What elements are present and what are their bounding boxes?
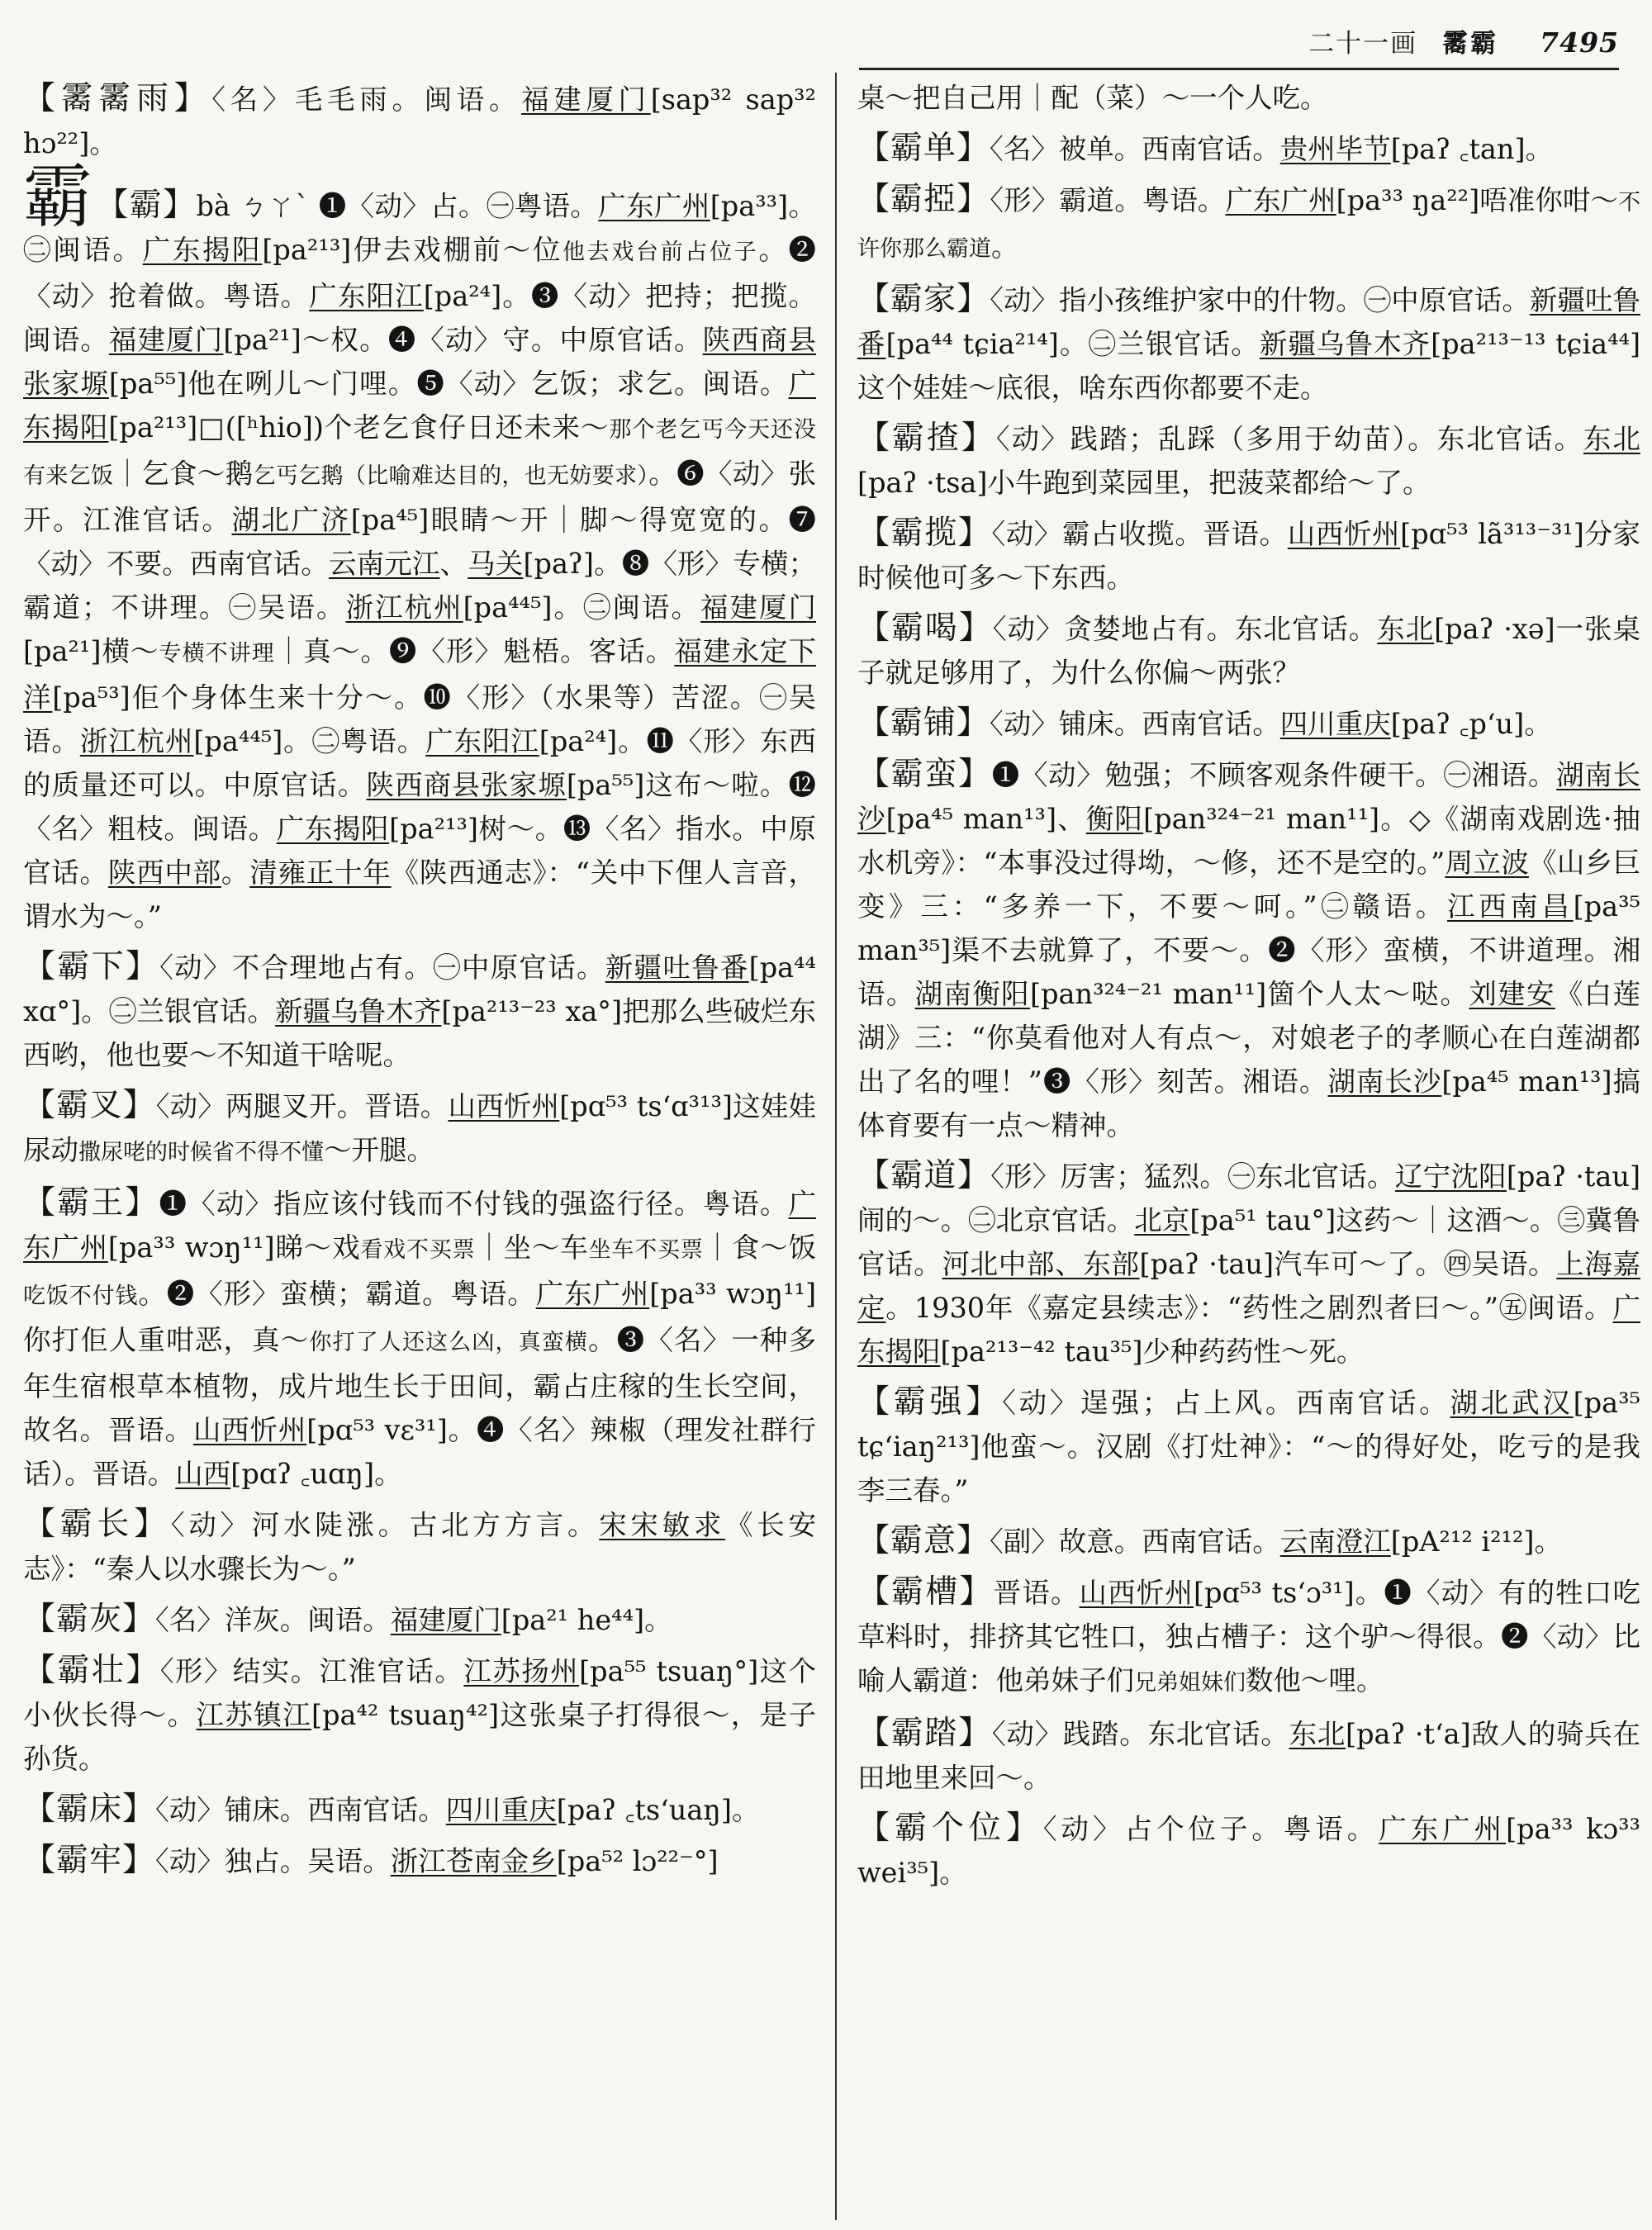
left-column xyxy=(23,77,816,2230)
place-name: 广东广州 xyxy=(1379,1813,1507,1845)
place-name: 广东揭阳 xyxy=(857,1292,1640,1368)
place-name: 广东广州 xyxy=(1225,184,1336,216)
entry-20: 【霸强】〈动〉逞强；占上风。西南官话。湖北武汉[pa³⁵ tɕʻiaŋ²¹³]他蛮～。汉剧《打灶神》：“～的得好处，吃亏的是我李三春。” xyxy=(857,1383,1640,1506)
gloss: 兄弟姐妹们 xyxy=(1134,1670,1246,1696)
place-name: 福建永定下洋 xyxy=(23,635,816,714)
entry-headword: 【霸下】 xyxy=(23,948,160,985)
place-name: 四川重庆 xyxy=(1279,708,1391,740)
place-name: 四川重庆 xyxy=(445,1794,557,1826)
place-name: 福建厦门 xyxy=(700,591,816,624)
place-name: 贵州毕节 xyxy=(1279,133,1391,165)
entry-headword: 【霸】 xyxy=(96,187,197,224)
place-name: 广东揭阳 xyxy=(142,234,263,266)
place-name: 广东揭阳 xyxy=(23,368,816,444)
entry-headword: 【霸揽】 xyxy=(857,515,992,552)
entry-headword: 【霸踏】 xyxy=(857,1715,992,1752)
gloss: 吃饭不付钱 xyxy=(23,1283,139,1309)
place-name: 福建厦门 xyxy=(521,83,651,116)
entry-headword: 【霸意】 xyxy=(857,1522,990,1559)
entry-headword: 【霸床】 xyxy=(23,1791,156,1828)
gloss: 专横不讲理 xyxy=(159,641,275,667)
place-name: 衡阳 xyxy=(1085,803,1144,835)
page-header xyxy=(859,18,1619,70)
entry-headword: 【霱霱雨】 xyxy=(23,80,212,117)
place-name: 新疆乌鲁木齐 xyxy=(1259,328,1431,360)
entry-headword: 【霸叉】 xyxy=(23,1087,156,1124)
page-number: 7495 xyxy=(1540,26,1619,59)
entry-23: 【霸踏】〈动〉践踏。东北官话。东北[paʔ ·tʻa]敌人的骑兵在田地里来回～。 xyxy=(857,1715,1640,1794)
place-name: 新疆乌鲁木齐 xyxy=(275,995,442,1027)
source-citation: 刘建安 xyxy=(1469,978,1555,1010)
entry-headword: 【霸喝】 xyxy=(857,610,993,647)
place-name: 广东阳江 xyxy=(309,280,424,312)
place-name: 陕西商县张家塬 xyxy=(23,324,816,400)
column-divider xyxy=(835,73,837,2220)
entry-19: 【霸道】〈形〉厉害；猛烈。㊀东北官话。辽宁沈阳[paʔ ·tau]闹的～。㊁北京官话。北京[pa⁵¹ tau°]这药～｜这酒～。㊂冀鲁官话。河北中部、东部[paʔ ·tau]汽车可～了。㊃吴语。上海嘉定。1930年《嘉定县续志》：“药性之剧烈者曰～。”㊄闽语。广东揭阳[pa²¹³⁻⁴² tau³⁵]少种药药性～死。 xyxy=(857,1157,1640,1368)
place-name: 广东阳江 xyxy=(425,725,539,757)
gloss: 他去戏台前占位子 xyxy=(563,240,759,265)
place-name: 浙江杭州 xyxy=(345,591,463,624)
place-name: 河北中部、东部 xyxy=(942,1248,1140,1280)
place-name: 山西忻州 xyxy=(192,1414,307,1446)
place-name: 马关 xyxy=(468,548,524,580)
entry-headword: 【霸王】 xyxy=(23,1184,159,1222)
entry-headword: 【霸牢】 xyxy=(23,1842,156,1879)
place-name: 江苏镇江 xyxy=(196,1699,312,1731)
place-name: 江西南昌 xyxy=(1446,890,1574,923)
entry-headword: 【霸道】 xyxy=(857,1157,991,1194)
place-name: 山西 xyxy=(175,1458,231,1490)
header-section: 二十一画 xyxy=(1308,29,1418,59)
entry-21: 【霸意】〈副〉故意。西南官话。云南澄江[pA²¹² i²¹²]。 xyxy=(857,1522,1562,1559)
entry-10: 【霸牢】〈动〉独占。吴语。浙江苍南金乡[pa⁵² lɔ²²⁻°] xyxy=(23,1842,719,1879)
right-column xyxy=(857,76,1640,2230)
entry-headword: 【霸单】 xyxy=(857,130,990,167)
place-name: 江苏扬州 xyxy=(463,1655,580,1687)
entry-headword: 【霸揸】 xyxy=(857,420,996,457)
place-name: 福建厦门 xyxy=(390,1604,501,1636)
place-name: 湖南衡阳 xyxy=(914,978,1031,1010)
source-citation: 宋宋敏求 xyxy=(599,1509,726,1541)
entry-9: 【霸床】〈动〉铺床。西南官话。四川重庆[paʔ ꜀tsʻuaŋ]。 xyxy=(23,1791,760,1828)
entry-17: 【霸铺】〈动〉铺床。西南官话。四川重庆[paʔ ꜀pʻu]。 xyxy=(857,705,1552,742)
entry-3: 【霸下】〈动〉不合理地占有。㊀中原官话。新疆吐鲁番[pa⁴⁴ xɑ°]。㊁兰银官话。新疆乌鲁木齐[pa²¹³⁻²³ xa°]把那么些破烂东西哟，他也要～不知道干啥呢。 xyxy=(23,948,816,1071)
entry-headword: 【霸灰】 xyxy=(23,1601,156,1638)
place-name: 云南澄江 xyxy=(1279,1525,1391,1558)
place-name: 福建厦门 xyxy=(108,324,224,356)
entry-14: 【霸揸】〈动〉践踏；乱踩（多用于幼苗）。东北官话。东北[paʔ ·tsa]小牛跑到菜园里，把菠菜都给～了。 xyxy=(857,420,1640,499)
entry-11: 【霸单】〈名〉被单。西南官话。贵州毕节[paʔ ꜀tan]。 xyxy=(857,130,1554,167)
gloss: 那个老乞丐今天还没有来乞饭 xyxy=(23,417,816,489)
source-citation: 周立波 xyxy=(1445,847,1530,879)
gloss: 不许你那么霸道 xyxy=(857,190,1640,262)
gloss: 乞丐乞鹅（比喻难达目的，也无妨要求） xyxy=(253,463,649,489)
entry-13: 【霸家】〈动〉指小孩维护家中的什物。㊀中原官话。新疆吐鲁番[pa⁴⁴ tɕia²¹⁴]。㊁兰银官话。新疆乌鲁木齐[pa²¹³⁻¹³ tɕia⁴⁴]这个娃娃～底很，啥东西你都要不走。 xyxy=(857,281,1640,404)
entry-headword: 【霸长】 xyxy=(23,1506,171,1543)
entry-4: 【霸叉】〈动〉两腿叉开。晋语。山西忻州[pɑ⁵³ tsʻɑ³¹³]这娃娃尿动撒尿咾的时候省不得不懂～开腿。 xyxy=(23,1087,816,1166)
place-name: 辽宁沈阳 xyxy=(1394,1160,1507,1193)
place-name: 新疆吐鲁番 xyxy=(605,951,749,984)
place-name: 湖南长沙 xyxy=(857,759,1640,835)
entry-15: 【霸揽】〈动〉霸占收揽。晋语。山西忻州[pɑ⁵³ lã³¹³⁻³¹]分家时候他可多～下东西。 xyxy=(857,515,1640,594)
entry-headword: 【霸掗】 xyxy=(857,181,990,218)
place-name: 山西忻州 xyxy=(1287,518,1401,550)
place-name: 上海嘉定 xyxy=(857,1248,1640,1324)
entry-16: 【霸喝】〈动〉贪婪地占有。东北官话。东北[paʔ ·xə]一张桌子就足够用了，为什么你偏～两张？ xyxy=(857,610,1640,689)
place-name: 湖北广济 xyxy=(231,504,351,536)
place-name: 广东广州 xyxy=(598,190,710,222)
entry-24: 【霸个位】〈动〉占个位子。粤语。广东广州[pa³³ kɔ³³ wei³⁵]。 xyxy=(857,1810,1640,1889)
entry-headword: 【霸槽】 xyxy=(857,1573,994,1611)
place-name: 广东广州 xyxy=(23,1188,816,1264)
place-name: 北京 xyxy=(1134,1204,1190,1236)
entry-18: 【霸蛮】❶〈动〉勉强；不顾客观条件硬干。㊀湘语。湖南长沙[pa⁴⁵ man¹³]、衡阳[pan³²⁴⁻²¹ man¹¹]。◇《湖南戏剧选·抽水机旁》：“本事没过得坳，～修，还不是空的。”周立波《山乡巨变》三：“多养一下，不要～呵。”㊁赣语。江西南昌[pa³⁵ man³⁵]渠不去就算了，不要～。❷〈形〉蛮横，不讲道理。湘语。湖南衡阳[pan³²⁴⁻²¹ man¹¹]箇个人太～哒。刘建安《白莲湖》三：“你莫看他对人有点～，对娘老子的孝顺心在白莲湖都出了名的哩！”❸〈形〉刻苦。湘语。湖南长沙[pa⁴⁵ man¹³]搞体育要有一点～精神。 xyxy=(857,756,1640,1141)
gloss: 撒尿咾的时候省不得不懂 xyxy=(78,1140,324,1165)
place-name: 广东揭阳 xyxy=(276,813,390,845)
place-name: 浙江苍南金乡 xyxy=(390,1845,557,1877)
place-name: 浙江杭州 xyxy=(79,725,194,757)
place-name: 山西忻州 xyxy=(448,1090,560,1122)
entry-22: 【霸槽】晋语。山西忻州[pɑ⁵³ tsʻɔ³¹]。❶〈动〉有的牲口吃草料时，排挤其它牲口，独占槽子：这个驴～得很。❷〈动〉比喻人霸道：他弟妹子们兄弟姐妹们数他～哩。 xyxy=(857,1573,1640,1696)
gloss: 坐车不买票 xyxy=(588,1237,704,1263)
source-citation: 清雍正十年 xyxy=(249,856,392,889)
place-name: 陕西中部 xyxy=(107,856,221,889)
continued-text: 桌～把自己用｜配（菜）～一个人吃。 xyxy=(857,82,1328,114)
entry-6: 【霸长】〈动〉河水陡涨。古北方方言。宋宋敏求《长安志》：“秦人以水骤长为～。” xyxy=(23,1506,816,1585)
entry-headword: 【霸个位】 xyxy=(857,1810,1043,1847)
place-name: 陕西商县张家塬 xyxy=(366,769,567,801)
entry-headword: 【霸家】 xyxy=(857,281,990,318)
gloss: 看戏不买票 xyxy=(360,1237,476,1263)
place-name: 云南元江 xyxy=(328,548,440,580)
place-name: 湖北武汉 xyxy=(1450,1387,1574,1419)
entry-headword: 【霸壮】 xyxy=(23,1652,160,1689)
place-name: 山西忻州 xyxy=(1079,1577,1194,1609)
entry-headword: 【霸强】 xyxy=(857,1383,1003,1421)
entry-headword: 【霸铺】 xyxy=(857,705,990,742)
entry-2: 霸 【霸】bà ㄅㄚˋ ❶〈动〉占。㊀粤语。广东广州[pa³³]。㊁闽语。广东揭阳[pa²¹³]伊去戏棚前～位他去戏台前占位子。❷〈动〉抢着做。粤语。广东阳江[pa²⁴]。❸〈动〉把持；把揽。闽语。福建厦门[pa²¹]～权。❹〈动〉守。中原官话。陕西商县张家塬[pa⁵⁵]他在咧儿～门哩。❺〈动〉乞饭；求乞。闽语。广东揭阳[pa²¹³]□([ʰhio])个老乞食仔日还未来～那个老乞丐今天还没有来乞饭｜乞食～鹅乞丐乞鹅（比喻难达目的，也无妨要求）。❻〈动〉张开。江淮官话。湖北广济[pa⁴⁵]眼睛～开｜脚～得宽宽的。❼〈动〉不要。西南官话。云南元江、马关[paʔ]。❽〈形〉专横；霸道；不讲理。㊀吴语。浙江杭州[pa⁴⁴⁵]。㊁闽语。福建厦门[pa²¹]横～专横不讲理｜真～。❾〈形〉魁梧。客话。福建永定下洋[pa⁵³]佢个身体生来十分～。❿〈形〉（水果等）苦涩。㊀吴语。浙江杭州[pa⁴⁴⁵]。㊁粤语。广东阳江[pa²⁴]。⓫〈形〉东西的质量还可以。中原官话。陕西商县张家塬[pa⁵⁵]这布～啦。⓬〈名〉粗枝。闽语。广东揭阳[pa²¹³]树～。⓭〈名〉指水。中原官话。陕西中部。清雍正十年《陕西通志》：“关中下俚人言音，谓水为～。” xyxy=(23,156,816,932)
place-name: 广东广州 xyxy=(535,1278,650,1310)
entry-8: 【霸壮】〈形〉结实。江淮官话。江苏扬州[pa⁵⁵ tsuaŋ°]这个小伙长得～。江苏镇江[pa⁴² tsuaŋ⁴²]这张桌子打得很～，是子孙货。 xyxy=(23,1652,816,1775)
gloss: 你打了人还这么凶，真蛮横 xyxy=(309,1330,589,1355)
entry-5: 【霸王】❶〈动〉指应该付钱而不付钱的强盗行径。粤语。广东广州[pa³³ wɔŋ¹¹]睇～戏看戏不买票｜坐～车坐车不买票｜食～饭吃饭不付钱。❷〈形〉蛮横；霸道。粤语。广东广州[pa³³ wɔŋ¹¹]你打佢人重咁恶，真～你打了人还这么凶，真蛮横。❸〈名〉一种多年生宿根草本植物，成片地生长于田间，霸占庄稼的生长空间，故名。晋语。山西忻州[pɑ⁵³ vɛ³¹]。❹〈名〉辣椒（理发社群行话）。晋语。山西[pɑʔ ꜀uɑŋ]。 xyxy=(23,1184,816,1490)
entry-headword: 【霸蛮】 xyxy=(857,756,992,793)
head-character: 霸 xyxy=(23,156,93,237)
entry-7: 【霸灰】〈名〉洋灰。闽语。福建厦门[pa²¹ he⁴⁴]。 xyxy=(23,1601,672,1638)
entry-12: 【霸掗】〈形〉霸道。粤语。广东广州[pa³³ ŋa²²]唔准你咁～不许你那么霸道。 xyxy=(857,181,1640,263)
header-characters: 霱霸 xyxy=(1442,29,1499,59)
place-name: 东北 xyxy=(1289,1718,1346,1750)
place-name: 东北 xyxy=(1583,423,1640,455)
place-name: 湖南长沙 xyxy=(1327,1065,1442,1098)
place-name: 东北 xyxy=(1377,613,1435,645)
entry-1: 【霱霱雨】〈名〉毛毛雨。闽语。福建厦门[sap³² sap³² hɔ²²]。 xyxy=(23,80,816,159)
place-name: 新疆吐鲁番 xyxy=(857,284,1640,360)
